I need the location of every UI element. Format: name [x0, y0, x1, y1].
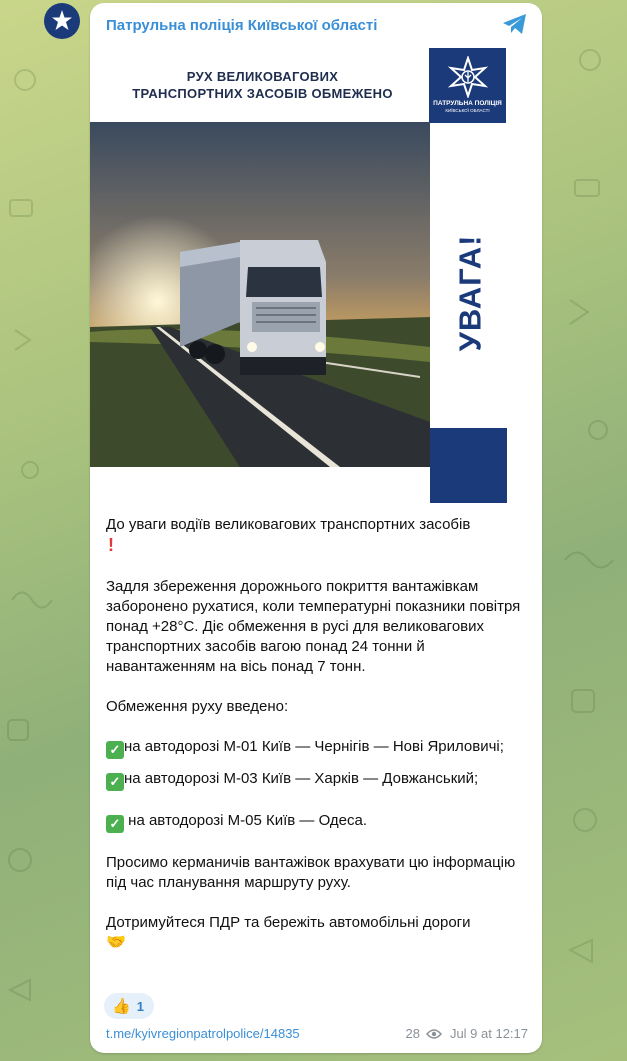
checkmark-icon: ✓: [106, 741, 124, 759]
intro-text: До уваги водіїв великовагових транспортних засобів !: [106, 516, 471, 555]
paragraph-2: Просимо керманичів вантажівок врахувати цю інформацію під час планування маршруту руху.: [106, 854, 516, 891]
police-emblem-icon: [447, 56, 489, 98]
road-item-2: ✓ на автодорозі М-03 Київ — Харків — Довжанський;: [106, 769, 531, 791]
police-badge: ПАТРУЛЬНА ПОЛІЦІЯ КИЇВСЬКОЇ ОБЛАСТІ: [429, 48, 506, 123]
blue-block: [430, 428, 507, 503]
reaction-thumbs-up[interactable]: 👍 1: [104, 993, 154, 1019]
road-item-3: ✓ на автодорозі М-05 Київ — Одеса.: [106, 811, 531, 833]
timestamp: Jul 9 at 12:17: [449, 1026, 528, 1041]
message-meta: [405, 1026, 528, 1041]
road-item-1: ✓ на автодорозі М-01 Київ — Чернігів — Нові Яриловичі;: [106, 737, 531, 759]
restrictions-title: Обмеження руху введено:: [106, 698, 289, 715]
message-text: [106, 515, 531, 953]
message-card: [90, 3, 542, 1053]
checkmark-icon: ✓: [106, 815, 124, 833]
checkmark-icon: ✓: [106, 773, 124, 791]
channel-avatar[interactable]: [44, 3, 80, 39]
paragraph-1: Задля збереження дорожнього покриття вантажівкам заборонено рухатися, коли температурні показники повітря понад +28°С. Діє обмеження в русі для великовагових транспортних засобів вагою понад 24 тонни й навантаженням на вісь понад 7 тонн.: [106, 578, 521, 675]
channel-name[interactable]: Патрульна поліція Київської області: [106, 17, 378, 34]
truck-photo: [90, 122, 430, 467]
post-link[interactable]: t.me/kyivregionpatrolpolice/14835: [106, 1026, 300, 1041]
banner-title: РУХ ВЕЛИКОВАГОВИХ ТРАНСПОРТНИХ ЗАСОБІВ ОБМЕЖЕНО: [132, 69, 393, 101]
handshake-icon: 🤝: [106, 934, 126, 951]
views-count: 28: [405, 1026, 420, 1041]
police-star-icon: [50, 9, 74, 33]
attention-label: УВАГА!: [452, 234, 488, 352]
thumbs-up-icon: 👍: [112, 998, 131, 1015]
paragraph-3: Дотримуйтеся ПДР та бережіть автомобільні дороги 🤝: [106, 914, 471, 951]
exclamation-icon: !: [108, 535, 114, 555]
eye-icon: [426, 1028, 442, 1040]
telegram-share-icon[interactable]: [502, 13, 528, 35]
post-image[interactable]: [90, 48, 542, 503]
